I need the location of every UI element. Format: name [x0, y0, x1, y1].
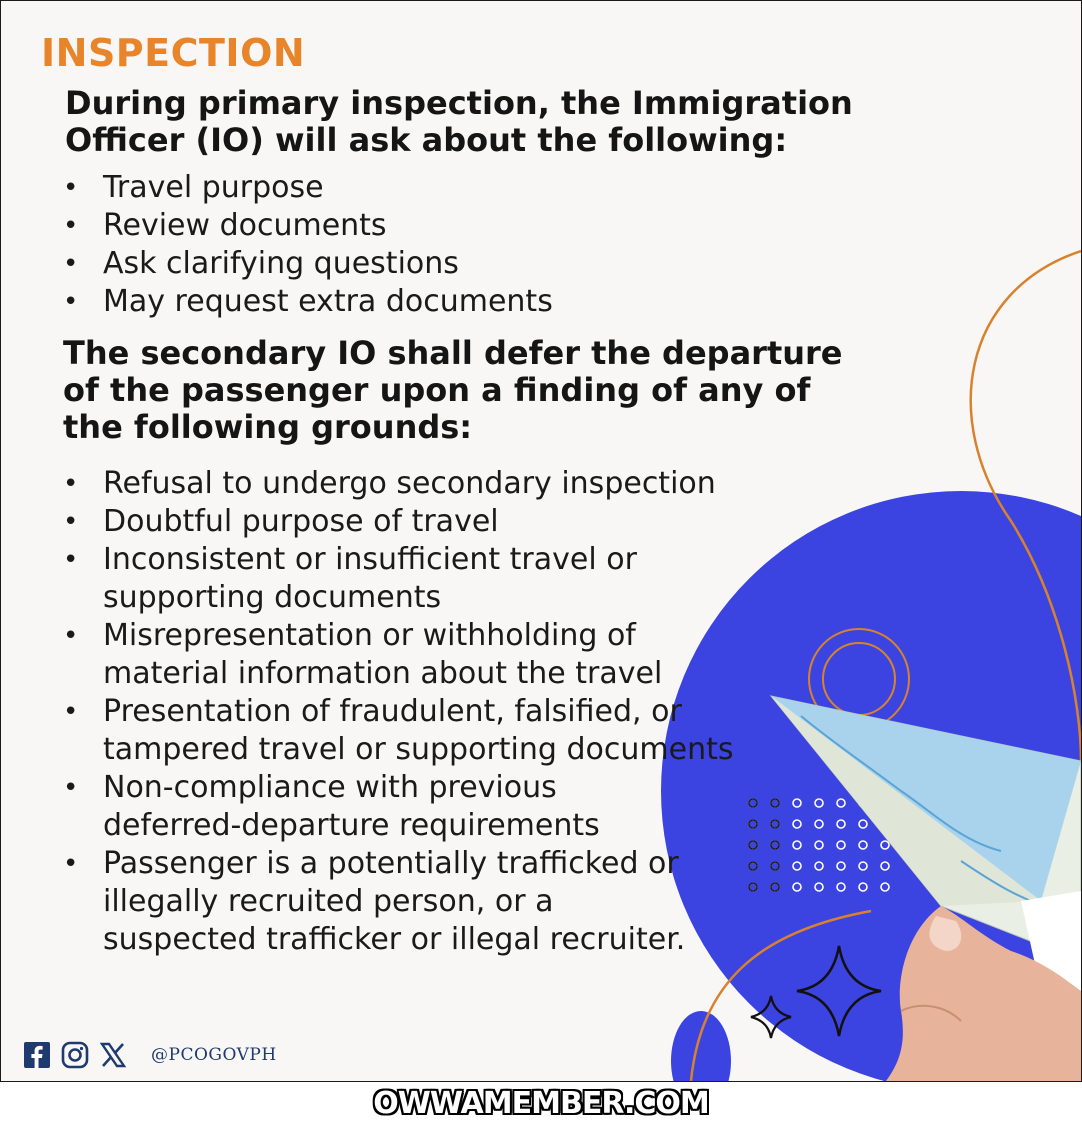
list-item: • Refusal to undergo secondary inspection [63, 465, 803, 503]
social-handle[interactable]: @PCOGOVPH [151, 1045, 277, 1065]
list-item: • Review documents [63, 207, 763, 245]
watermark-text: OWWAMEMBER.COM [373, 1086, 709, 1121]
blue-oval-shape [928, 505, 978, 531]
list-item: • May request extra documents [63, 283, 763, 321]
list-item: • Inconsistent or insufficient travel or supporting documents [63, 541, 693, 617]
x-icon[interactable] [99, 1041, 127, 1069]
list-item: • Travel purpose [63, 169, 763, 207]
list-item: • Non-compliance with previous deferred-departure requirements [63, 769, 673, 845]
page-title: INSPECTION [41, 31, 306, 75]
primary-inspection-list [63, 169, 763, 321]
list-item: • Ask clarifying questions [63, 245, 763, 283]
social-media-bar [23, 1041, 277, 1069]
list-item: • Presentation of fraudulent, falsified, or tampered travel or supporting documents [63, 693, 803, 769]
deferral-grounds-list [63, 465, 803, 959]
deferral-grounds-intro: The secondary IO shall defer the departure of the passenger upon a finding of any of the following grounds: [63, 334, 843, 446]
list-item: • Passenger is a potentially trafficked or illegally recruited person, or a suspected trafficker or illegal recruiter. [63, 845, 703, 959]
list-item: • Misrepresentation or withholding of material information about the travel [63, 617, 723, 693]
list-item: • Doubtful purpose of travel [63, 503, 803, 541]
facebook-icon[interactable] [23, 1041, 51, 1069]
blue-blob-shape [671, 1011, 731, 1081]
instagram-icon[interactable] [61, 1041, 89, 1069]
primary-inspection-intro: During primary inspection, the Immigration Officer (IO) will ask about the following: [65, 84, 853, 159]
